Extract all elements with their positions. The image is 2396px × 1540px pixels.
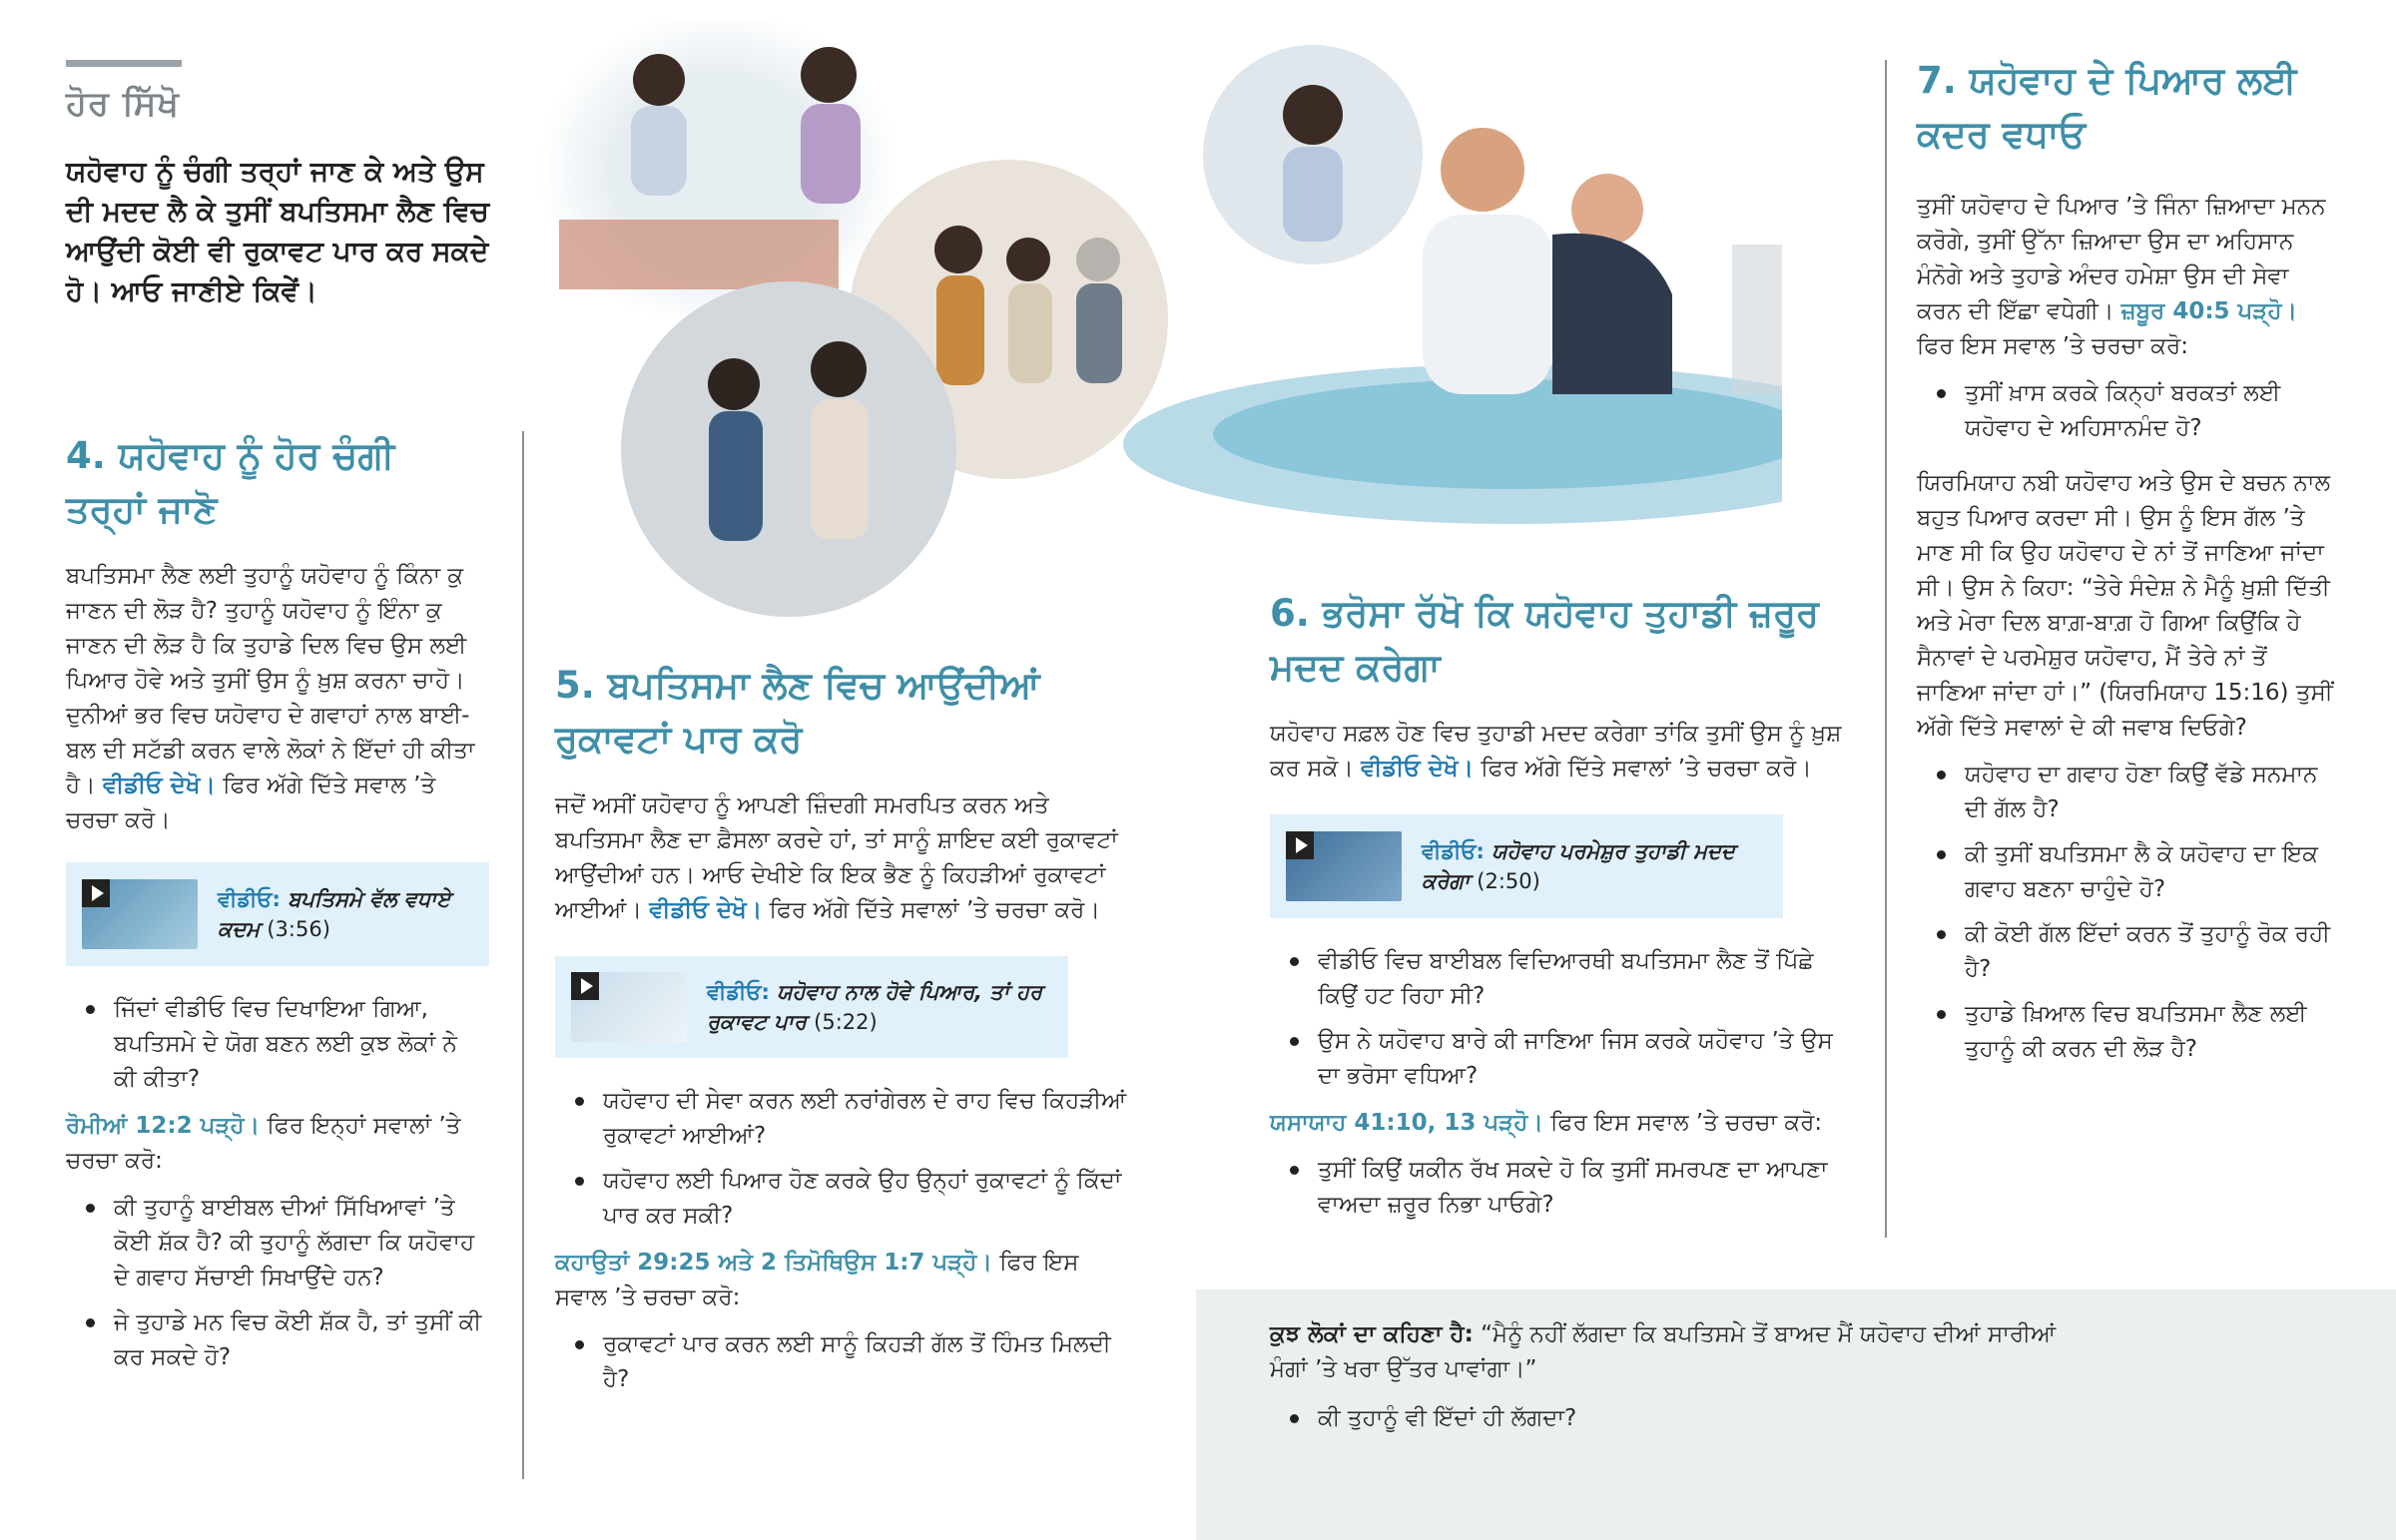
- intro-paragraph: ਯਹੋਵਾਹ ਨੂੰ ਚੰਗੀ ਤਰ੍ਹਾਂ ਜਾਣ ਕੇ ਅਤੇ ਉਸ ਦੀ ਮਦਦ ਲੈ ਕੇ ਤੁਸੀਂ ਬਪਤਿਸਮਾ ਲੈਣ ਵਿਚ ਆਉਂਦੀ ਕੋਈ ਵੀ ਰੁਕਾਵਟ ਪਾਰ ਕਰ ਸਕਦੇ ਹੋ। ਆਓ ਜਾਣੀਏ ਕਿਵੇਂ।: [66, 155, 489, 307]
- question-item: ਯਹੋਵਾਹ ਲਈ ਪਿਆਰ ਹੋਣ ਕਰਕੇ ਉਹ ਉਨ੍ਹਾਂ ਰੁਕਾਵਟਾਂ ਨੂੰ ਕਿੱਦਾਂ ਪਾਰ ਕਰ ਸਕੀ?: [555, 1164, 1134, 1234]
- section-5-body: ਜਦੋਂ ਅਸੀਂ ਯਹੋਵਾਹ ਨੂੰ ਆਪਣੀ ਜ਼ਿੰਦਗੀ ਸਮਰਪਿਤ ਕਰਨ ਅਤੇ ਬਪਤਿਸਮਾ ਲੈਣ ਦਾ ਫ਼ੈਸਲਾ ਕਰਦੇ ਹਾਂ, ਤਾਂ ਸਾਨੂੰ ਸ਼ਾਇਦ ਕਈ ਰੁਕਾਵਟਾਂ ਆਉਂਦੀਆਂ ਹਨ। ਆਓ ਦੇਖੀਏ ਕਿ ਇਕ ਭੈਣ ਨੂੰ ਕਿਹੜੀਆਂ ਰੁਕਾਵਟਾਂ ਆਈਆਂ। ਵੀਡੀਓ ਦੇਖੋ। ਫਿਰ ਅੱਗੇ ਦਿੱਤੇ ਸਵਾਲਾਂ ’ਤੇ ਚਰਚਾ ਕਰੋ।: [555, 792, 1118, 923]
- section-4-body: ਬਪਤਿਸਮਾ ਲੈਣ ਲਈ ਤੁਹਾਨੂੰ ਯਹੋਵਾਹ ਨੂੰ ਕਿੰਨਾ ਕੁ ਜਾਣਨ ਦੀ ਲੋੜ ਹੈ? ਤੁਹਾਨੂੰ ਯਹੋਵਾਹ ਨੂੰ ਇੰਨਾ ਕੁ ਜਾਣਨ ਦੀ ਲੋੜ ਹੈ ਕਿ ਤੁਹਾਡੇ ਦਿਲ ਵਿਚ ਉਸ ਲਈ ਪਿਆਰ ਹੋਵੇ ਅਤੇ ਤੁਸੀਂ ਉਸ ਨੂੰ ਖ਼ੁਸ਼ ਕਰਨਾ ਚਾਹੋ। ਦੁਨੀਆਂ ਭਰ ਵਿਚ ਯਹੋਵਾਹ ਦੇ ਗਵਾਹਾਂ ਨਾਲ ਬਾਈ-ਬਲ ਦੀ ਸਟੱਡੀ ਕਰਨ ਵਾਲੇ ਲੋਕਾਂ ਨੇ ਇੱਦਾਂ ਹੀ ਕੀਤਾ ਹੈ। ਵੀਡੀਓ ਦੇਖੋ। ਫਿਰ ਅੱਗੇ ਦਿੱਤੇ ਸਵਾਲ ’ਤੇ ਚਰਚਾ ਕਰੋ।: [66, 563, 475, 833]
- video-card[interactable]: [1270, 814, 1783, 918]
- question-list: [66, 1191, 485, 1375]
- sidebar-quote: ਕੁਝ ਲੋਕਾਂ ਦਾ ਕਹਿਣਾ ਹੈ: “ਮੈਨੂੰ ਨਹੀਂ ਲੱਗਦਾ ਕਿ ਬਪਤਿਸਮੇ ਤੋਂ ਬਾਅਦ ਮੈਂ ਯਹੋਵਾਹ ਦੀਆਂ ਸਾਰੀਆਂ ਮੰਗਾਂ ’ਤੇ ਖਰਾ ਉੱਤਰ ਪਾਵਾਂਗਾ।”: [1270, 1321, 2057, 1382]
- video-thumbnail: [571, 972, 687, 1042]
- question-list: [1270, 1401, 2069, 1446]
- question-list: [66, 992, 485, 1097]
- question-list: [1270, 944, 1849, 1094]
- section-6: [1270, 587, 1849, 1233]
- question-item: ਯਹੋਵਾਹ ਦਾ ਗਵਾਹ ਹੋਣਾ ਕਿਉਂ ਵੱਡੇ ਸਨਮਾਨ ਦੀ ਗੱਲ ਹੈ?: [1917, 758, 2336, 827]
- scripture-link[interactable]: ਰੋਮੀਆਂ 12:2 ਪੜ੍ਹੋ।: [66, 1113, 261, 1139]
- section-7-body-2: ਯਿਰਮਿਯਾਹ ਨਬੀ ਯਹੋਵਾਹ ਅਤੇ ਉਸ ਦੇ ਬਚਨ ਨਾਲ ਬਹੁਤ ਪਿਆਰ ਕਰਦਾ ਸੀ। ਉਸ ਨੂੰ ਇਸ ਗੱਲ ’ਤੇ ਮਾਣ ਸੀ ਕਿ ਉਹ ਯਹੋਵਾਹ ਦੇ ਨਾਂ ਤੋਂ ਜਾਣਿਆ ਜਾਂਦਾ ਸੀ। ਉਸ ਨੇ ਕਿਹਾ: “ਤੇਰੇ ਸੰਦੇਸ਼ ਨੇ ਮੈਨੂੰ ਖ਼ੁਸ਼ੀ ਦਿੱਤੀ ਅਤੇ ਮੇਰਾ ਦਿਲ ਬਾਗ਼-ਬਾਗ਼ ਹੋ ਗਿਆ ਕਿਉਂਕਿ ਹੇ ਸੈਨਾਵਾਂ ਦੇ ਪਰਮੇਸ਼ੁਰ ਯਹੋਵਾਹ, ਮੈਂ ਤੇਰੇ ਨਾਂ ਤੋਂ ਜਾਣਿਆ ਜਾਂਦਾ ਹਾਂ।” (ਯਿਰਮਿਯਾਹ 15:16) ਤੁਸੀਂ ਅੱਗੇ ਦਿੱਤੇ ਸਵਾਲਾਂ ਦੇ ਕੀ ਜਵਾਬ ਦਿਓਗੇ?: [1917, 470, 2333, 741]
- some-people-say-box: [1196, 1289, 2396, 1540]
- question-item: ਵੀਡੀਓ ਵਿਚ ਬਾਈਬਲ ਵਿਦਿਆਰਥੀ ਬਪਤਿਸਮਾ ਲੈਣ ਤੋਂ ਪਿੱਛੇ ਕਿਉਂ ਹਟ ਰਿਹਾ ਸੀ?: [1270, 944, 1849, 1014]
- scripture-link[interactable]: ਜ਼ਬੂਰ 40:5 ਪੜ੍ਹੋ।: [2120, 298, 2298, 324]
- question-item: ਕੀ ਕੋਈ ਗੱਲ ਇੱਦਾਂ ਕਰਨ ਤੋਂ ਤੁਹਾਨੂੰ ਰੋਕ ਰਹੀ ਹੈ?: [1917, 917, 2336, 987]
- question-item: ਕੀ ਤੁਸੀਂ ਬਪਤਿਸਮਾ ਲੈ ਕੇ ਯਹੋਵਾਹ ਦਾ ਇਕ ਗਵਾਹ ਬਣਨਾ ਚਾਹੁੰਦੇ ਹੋ?: [1917, 837, 2336, 907]
- question-list: [555, 1084, 1134, 1234]
- column-divider-1: [522, 431, 524, 1479]
- section-6-title: 6. ਭਰੋਸਾ ਰੱਖੋ ਕਿ ਯਹੋਵਾਹ ਤੁਹਾਡੀ ਜ਼ਰੂਰ ਮਦਦ ਕਰੇਗਾ: [1270, 592, 1819, 689]
- play-icon: [571, 972, 599, 1000]
- video-thumbnail: [82, 879, 198, 949]
- question-list: [555, 1327, 1134, 1397]
- question-item: ਯਹੋਵਾਹ ਦੀ ਸੇਵਾ ਕਰਨ ਲਈ ਨਰਾਂਗੇਰਲ ਦੇ ਰਾਹ ਵਿਚ ਕਿਹੜੀਆਂ ਰੁਕਾਵਟਾਂ ਆਈਆਂ?: [555, 1084, 1134, 1154]
- section-7-title: 7. ਯਹੋਵਾਹ ਦੇ ਪਿਆਰ ਲਈ ਕਦਰ ਵਧਾਓ: [1917, 59, 2297, 156]
- video-thumbnail: [1286, 831, 1402, 901]
- video-caption: ਵੀਡੀਓ: ਯਹੋਵਾਹ ਪਰਮੇਸ਼ੁਰ ਤੁਹਾਡੀ ਮਦਦ ਕਰੇਗਾ (2:50): [1422, 839, 1735, 893]
- section-7-body: ਤੁਸੀਂ ਯਹੋਵਾਹ ਦੇ ਪਿਆਰ ’ਤੇ ਜਿੰਨਾ ਜ਼ਿਆਦਾ ਮਨਨ ਕਰੋਗੇ, ਤੁਸੀਂ ਉੱਨਾ ਜ਼ਿਆਦਾ ਉਸ ਦਾ ਅਹਿਸਾਨ ਮੰਨੋਗੇ ਅਤੇ ਤੁਹਾਡੇ ਅੰਦਰ ਹਮੇਸ਼ਾ ਉਸ ਦੀ ਸੇਵਾ ਕਰਨ ਦੀ ਇੱਛਾ ਵਧੇਗੀ। ਜ਼ਬੂਰ 40:5 ਪੜ੍ਹੋ। ਫਿਰ ਇਸ ਸਵਾਲ ’ਤੇ ਚਰਚਾ ਕਰੋ:: [1917, 194, 2326, 359]
- read-instruction: ਕਹਾਉਤਾਂ 29:25 ਅਤੇ 2 ਤਿਮੋਥਿਉਸ 1:7 ਪੜ੍ਹੋ। ਫਿਰ ਇਸ ਸਵਾਲ ’ਤੇ ਚਰਚਾ ਕਰੋ:: [555, 1250, 1079, 1310]
- read-instruction: ਯਸਾਯਾਹ 41:10, 13 ਪੜ੍ਹੋ। ਫਿਰ ਇਸ ਸਵਾਲ ’ਤੇ ਚਰਚਾ ਕਰੋ:: [1270, 1110, 1823, 1136]
- video-caption: ਵੀਡੀਓ: ਯਹੋਵਾਹ ਨਾਲ ਹੋਵੇ ਪਿਆਰ, ਤਾਂ ਹਰ ਰੁਕਾਵਟ ਪਾਰ (5:22): [707, 980, 1042, 1034]
- play-icon: [1286, 831, 1314, 859]
- video-caption: ਵੀਡੀਓ: ਬਪਤਿਸਮੇ ਵੱਲ ਵਧਾਏ ਕਦਮ (3:56): [218, 887, 451, 941]
- column-divider-2: [1885, 60, 1887, 1238]
- baptism-illustration: [1083, 35, 1782, 534]
- watch-video-link[interactable]: ਵੀਡੀਓ ਦੇਖੋ।: [1361, 756, 1475, 781]
- video-card[interactable]: [555, 956, 1068, 1058]
- learn-more-heading: ਹੋਰ ਸਿੱਖੋ: [66, 84, 180, 124]
- question-item: ਤੁਸੀਂ ਖ਼ਾਸ ਕਰਕੇ ਕਿਨ੍ਹਾਂ ਬਰਕਤਾਂ ਲਈ ਯਹੋਵਾਹ ਦੇ ਅਹਿਸਾਨਮੰਦ ਹੋ?: [1917, 376, 2336, 446]
- header-rule: [66, 60, 182, 67]
- question-item: ਕੀ ਤੁਹਾਨੂੰ ਬਾਈਬਲ ਦੀਆਂ ਸਿੱਖਿਆਵਾਂ ’ਤੇ ਕੋਈ ਸ਼ੱਕ ਹੈ? ਕੀ ਤੁਹਾਨੂੰ ਲੱਗਦਾ ਕਿ ਯਹੋਵਾਹ ਦੇ ਗਵਾਹ ਸੱਚਾਈ ਸਿਖਾਉਂਦੇ ਹਨ?: [66, 1191, 485, 1295]
- scripture-link[interactable]: ਯਸਾਯਾਹ 41:10, 13 ਪੜ੍ਹੋ।: [1270, 1110, 1543, 1136]
- section-4-title: 4. ਯਹੋਵਾਹ ਨੂੰ ਹੋਰ ਚੰਗੀ ਤਰ੍ਹਾਂ ਜਾਣੋ: [66, 434, 395, 531]
- read-instruction: ਰੋਮੀਆਂ 12:2 ਪੜ੍ਹੋ। ਫਿਰ ਇਨ੍ਹਾਂ ਸਵਾਲਾਂ ’ਤੇ ਚਰਚਾ ਕਰੋ:: [66, 1113, 461, 1174]
- section-4: [66, 429, 485, 1385]
- section-7: [1917, 54, 2336, 1077]
- question-item: ਉਸ ਨੇ ਯਹੋਵਾਹ ਬਾਰੇ ਕੀ ਜਾਣਿਆ ਜਿਸ ਕਰਕੇ ਯਹੋਵਾਹ ’ਤੇ ਉਸ ਦਾ ਭਰੋਸਾ ਵਧਿਆ?: [1270, 1024, 1849, 1094]
- section-5: [555, 659, 1134, 1407]
- question-item: ਕੀ ਤੁਹਾਨੂੰ ਵੀ ਇੱਦਾਂ ਹੀ ਲੱਗਦਾ?: [1270, 1401, 2069, 1436]
- section-5-title: 5. ਬਪਤਿਸਮਾ ਲੈਣ ਵਿਚ ਆਉਂਦੀਆਂ ਰੁਕਾਵਟਾਂ ਪਾਰ ਕਰੋ: [555, 664, 1040, 761]
- question-item: ਜੇ ਤੁਹਾਡੇ ਮਨ ਵਿਚ ਕੋਈ ਸ਼ੱਕ ਹੈ, ਤਾਂ ਤੁਸੀਂ ਕੀ ਕਰ ਸਕਦੇ ਹੋ?: [66, 1305, 485, 1375]
- question-item: ਤੁਸੀਂ ਕਿਉਂ ਯਕੀਨ ਰੱਖ ਸਕਦੇ ਹੋ ਕਿ ਤੁਸੀਂ ਸਮਰਪਣ ਦਾ ਆਪਣਾ ਵਾਅਦਾ ਜ਼ਰੂਰ ਨਿਭਾ ਪਾਓਗੇ?: [1270, 1153, 1849, 1223]
- question-list: [1270, 1153, 1849, 1223]
- question-item: ਤੁਹਾਡੇ ਖ਼ਿਆਲ ਵਿਚ ਬਪਤਿਸਮਾ ਲੈਣ ਲਈ ਤੁਹਾਨੂੰ ਕੀ ਕਰਨ ਦੀ ਲੋੜ ਹੈ?: [1917, 997, 2336, 1067]
- scripture-link[interactable]: ਕਹਾਉਤਾਂ 29:25 ਅਤੇ 2 ਤਿਮੋਥਿਉਸ 1:7 ਪੜ੍ਹੋ।: [555, 1250, 992, 1276]
- question-list: [1917, 758, 2336, 1067]
- video-card[interactable]: [66, 862, 489, 966]
- watch-video-link[interactable]: ਵੀਡੀਓ ਦੇਖੋ।: [102, 772, 216, 798]
- section-6-body: ਯਹੋਵਾਹ ਸਫ਼ਲ ਹੋਣ ਵਿਚ ਤੁਹਾਡੀ ਮਦਦ ਕਰੇਗਾ ਤਾਂਕਿ ਤੁਸੀਂ ਉਸ ਨੂੰ ਖ਼ੁਸ਼ ਕਰ ਸਕੋ। ਵੀਡੀਓ ਦੇਖੋ। ਫਿਰ ਅੱਗੇ ਦਿੱਤੇ ਸਵਾਲਾਂ ’ਤੇ ਚਰਚਾ ਕਰੋ।: [1270, 721, 1842, 781]
- watch-video-link[interactable]: ਵੀਡੀਓ ਦੇਖੋ।: [649, 897, 763, 923]
- question-item: ਜਿੱਦਾਂ ਵੀਡੀਓ ਵਿਚ ਦਿਖਾਇਆ ਗਿਆ, ਬਪਤਿਸਮੇ ਦੇ ਯੋਗ ਬਣਨ ਲਈ ਕੁਝ ਲੋਕਾਂ ਨੇ ਕੀ ਕੀਤਾ?: [66, 992, 485, 1097]
- play-icon: [82, 879, 110, 907]
- question-item: ਰੁਕਾਵਟਾਂ ਪਾਰ ਕਰਨ ਲਈ ਸਾਨੂੰ ਕਿਹੜੀ ਗੱਲ ਤੋਂ ਹਿੰਮਤ ਮਿਲਦੀ ਹੈ?: [555, 1327, 1134, 1397]
- question-list: [1917, 376, 2336, 446]
